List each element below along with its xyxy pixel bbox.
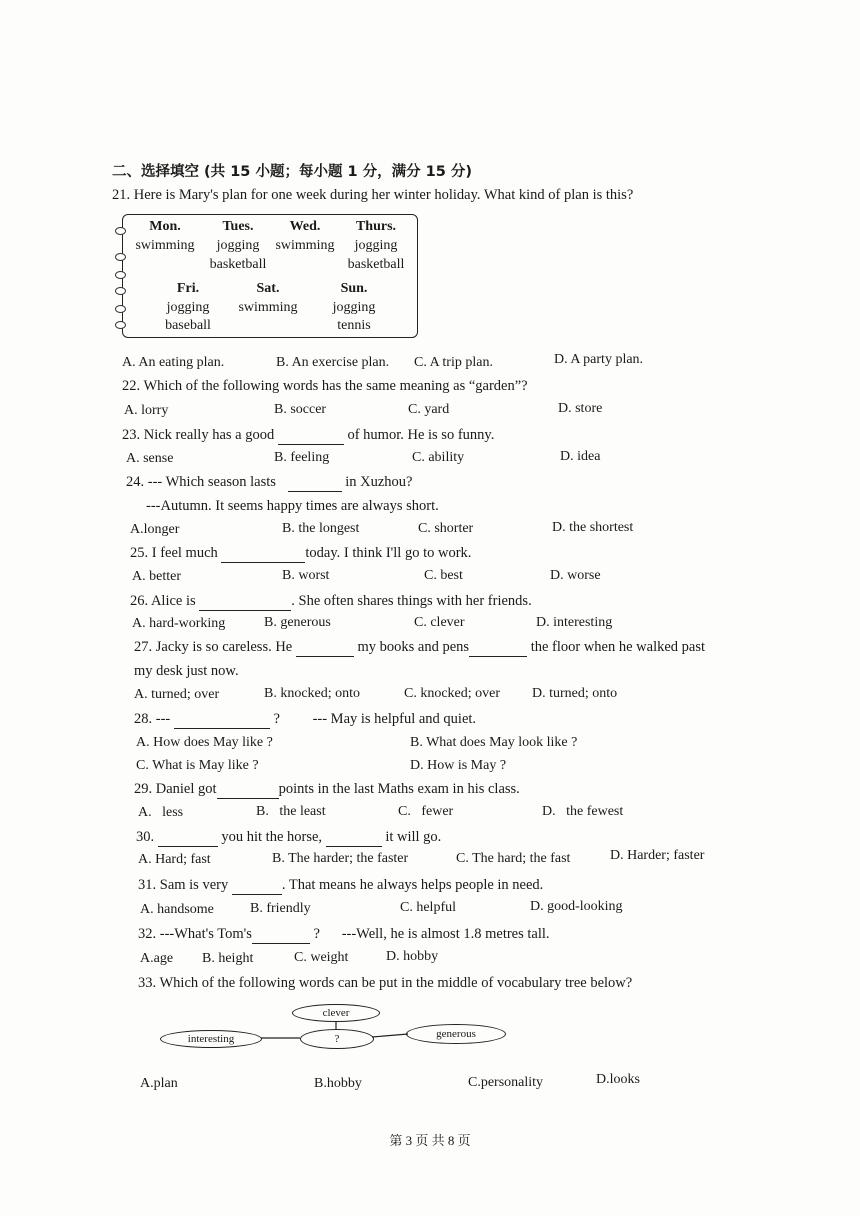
stem-text: 26. Alice is — [130, 593, 196, 609]
option-d: D. good-looking — [530, 899, 623, 914]
activity: jogging — [354, 238, 398, 253]
option-a: A.age — [140, 951, 174, 966]
activity: jogging — [166, 300, 210, 315]
activity: basketball — [209, 257, 267, 272]
tree-node-center: ? — [300, 1029, 374, 1049]
question-22-stem: 22. Which of the following words has the same meaning as “garden”? — [122, 378, 528, 394]
stem-text: . That means he always helps people in need. — [281, 877, 544, 893]
option-b: B. friendly — [250, 901, 311, 916]
answer-blank — [252, 925, 310, 944]
activity: swimming — [275, 238, 335, 253]
option-c: C. weight — [294, 950, 349, 965]
option-a: A. hard-working — [132, 616, 226, 631]
answer-blank — [217, 780, 279, 799]
option-c: C. fewer — [398, 804, 454, 819]
option-a: A. Hard; fast — [138, 852, 211, 867]
day-friday: Fri. — [176, 281, 200, 296]
option-a: A. better — [132, 569, 181, 584]
tree-node-top: clever — [292, 1004, 380, 1022]
stem-text: ? ---Well, he is almost 1.8 metres tall. — [313, 926, 550, 942]
binder-ring-icon — [115, 271, 126, 279]
option-d: D. How is May ? — [410, 758, 507, 773]
stem-text: 28. --- — [134, 711, 171, 727]
option-c: C. shorter — [418, 521, 474, 536]
activity: basketball — [347, 257, 405, 272]
question-30-stem — [136, 828, 441, 847]
stem-text: the floor when he walked past — [530, 639, 706, 655]
binder-ring-icon — [115, 321, 126, 329]
stem-text: today. I think I'll go to work. — [305, 545, 472, 561]
option-d: D. worse — [550, 568, 601, 583]
option-b: B. soccer — [274, 402, 327, 417]
option-c: C. yard — [408, 402, 450, 417]
binder-ring-icon — [115, 287, 126, 295]
stem-text: in Xuzhou? — [345, 474, 413, 490]
option-c: C. A trip plan. — [414, 355, 493, 370]
option-d: D.looks — [596, 1072, 640, 1087]
activity: baseball — [165, 318, 211, 333]
option-b: B. the longest — [282, 521, 360, 536]
answer-blank — [278, 426, 344, 445]
activity: swimming — [135, 238, 195, 253]
question-24-stem — [126, 473, 412, 492]
option-c: C. knocked; over — [404, 686, 501, 701]
stem-text: you hit the horse, — [221, 829, 323, 845]
answer-blank — [199, 592, 291, 611]
option-b: B. height — [202, 951, 254, 966]
weekly-plan-table — [122, 214, 418, 338]
question-29-stem — [134, 780, 520, 799]
stem-text: of humor. He is so funny. — [347, 427, 495, 443]
option-a: A. less — [138, 805, 184, 820]
question-32-stem — [138, 925, 550, 944]
activity: swimming — [238, 300, 298, 315]
stem-text: . She often shares things with her friends. — [291, 593, 532, 609]
day-sunday: Sun. — [340, 281, 368, 296]
option-c: C. clever — [414, 615, 465, 630]
vocabulary-tree-diagram — [158, 1003, 538, 1055]
binder-ring-icon — [115, 305, 126, 313]
option-b: B. the least — [256, 804, 326, 819]
question-23-stem — [122, 426, 494, 445]
stem-text: my books and pens — [357, 639, 470, 655]
day-wednesday: Wed. — [289, 219, 321, 234]
question-24-reply: ---Autumn. It seems happy times are always short. — [146, 498, 439, 514]
option-b: B. generous — [264, 615, 331, 630]
option-c: C. The hard; the fast — [456, 851, 571, 866]
answer-blank — [288, 473, 342, 492]
tree-node-right: generous — [406, 1024, 506, 1044]
answer-blank — [326, 828, 382, 847]
option-a: A.plan — [140, 1076, 178, 1091]
option-d: D. idea — [560, 449, 601, 464]
option-b: B.hobby — [314, 1076, 362, 1091]
question-21-stem: 21. Here is Mary's plan for one week during her winter holiday. What kind of plan is this? — [112, 187, 634, 203]
day-tuesday: Tues. — [222, 219, 254, 234]
question-25-stem — [130, 544, 471, 563]
option-c: C.personality — [468, 1075, 544, 1090]
option-d: D. the fewest — [542, 804, 624, 819]
page-footer: 第 3 页 共 8 页 — [389, 1133, 471, 1148]
activity: tennis — [337, 318, 371, 333]
option-d: D. A party plan. — [554, 352, 644, 367]
option-c: C. What is May like ? — [136, 758, 259, 773]
question-27-stem — [134, 638, 705, 657]
option-a: A. How does May like ? — [136, 735, 273, 750]
binder-ring-icon — [115, 227, 126, 235]
question-27-continued: my desk just now. — [134, 663, 239, 679]
stem-text: --- May is helpful and quiet. — [312, 711, 477, 727]
stem-text: 30. — [136, 829, 155, 845]
option-b: B. The harder; the faster — [272, 851, 409, 866]
option-d: D. the shortest — [552, 520, 634, 535]
option-a: A.longer — [130, 522, 180, 537]
option-b: B. worst — [282, 568, 330, 583]
option-d: D. Harder; faster — [610, 848, 705, 863]
option-c: C. best — [424, 568, 463, 583]
option-d: D. hobby — [386, 949, 439, 964]
day-saturday: Sat. — [256, 281, 280, 296]
question-28-stem — [134, 710, 476, 729]
answer-blank — [158, 828, 218, 847]
activity: jogging — [332, 300, 376, 315]
option-a: A. An eating plan. — [122, 355, 225, 370]
stem-text: 23. Nick really has a good — [122, 427, 275, 443]
answer-blank — [469, 638, 527, 657]
stem-text: 31. Sam is very — [138, 877, 229, 893]
option-c: C. helpful — [400, 900, 456, 915]
answer-blank — [174, 710, 270, 729]
option-b: B. An exercise plan. — [276, 355, 390, 370]
stem-text: 24. --- Which season lasts — [126, 474, 276, 490]
day-thursday: Thurs. — [355, 219, 397, 234]
stem-text: 32. ---What's Tom's — [138, 926, 252, 942]
option-a: A. sense — [126, 451, 174, 466]
stem-text: 27. Jacky is so careless. He — [134, 639, 293, 655]
option-c: C. ability — [412, 450, 465, 465]
option-d: D. interesting — [536, 615, 613, 630]
option-a: A. handsome — [140, 902, 214, 917]
stem-text: points in the last Maths exam in his class. — [278, 781, 520, 797]
day-monday: Mon. — [149, 219, 181, 234]
option-a: A. turned; over — [134, 687, 220, 702]
activity: jogging — [216, 238, 260, 253]
stem-text: ? — [273, 711, 280, 727]
answer-blank — [232, 876, 282, 895]
stem-text: 29. Daniel got — [134, 781, 217, 797]
option-b: B. What does May look like ? — [410, 735, 578, 750]
question-26-stem — [130, 592, 532, 611]
answer-blank — [296, 638, 354, 657]
option-a: A. lorry — [124, 403, 169, 418]
stem-text: it will go. — [385, 829, 442, 845]
section-title: 二、选择填空 (共 15 小题；每小题 1 分，满分 15 分) — [112, 164, 473, 180]
option-d: D. store — [558, 401, 603, 416]
option-d: D. turned; onto — [532, 686, 618, 701]
question-31-stem — [138, 876, 543, 895]
tree-node-left: interesting — [160, 1030, 262, 1048]
option-b: B. feeling — [274, 450, 330, 465]
answer-blank — [221, 544, 305, 563]
stem-text: 25. I feel much — [130, 545, 218, 561]
option-b: B. knocked; onto — [264, 686, 361, 701]
question-33-stem: 33. Which of the following words can be put in the middle of vocabulary tree below? — [138, 975, 633, 991]
